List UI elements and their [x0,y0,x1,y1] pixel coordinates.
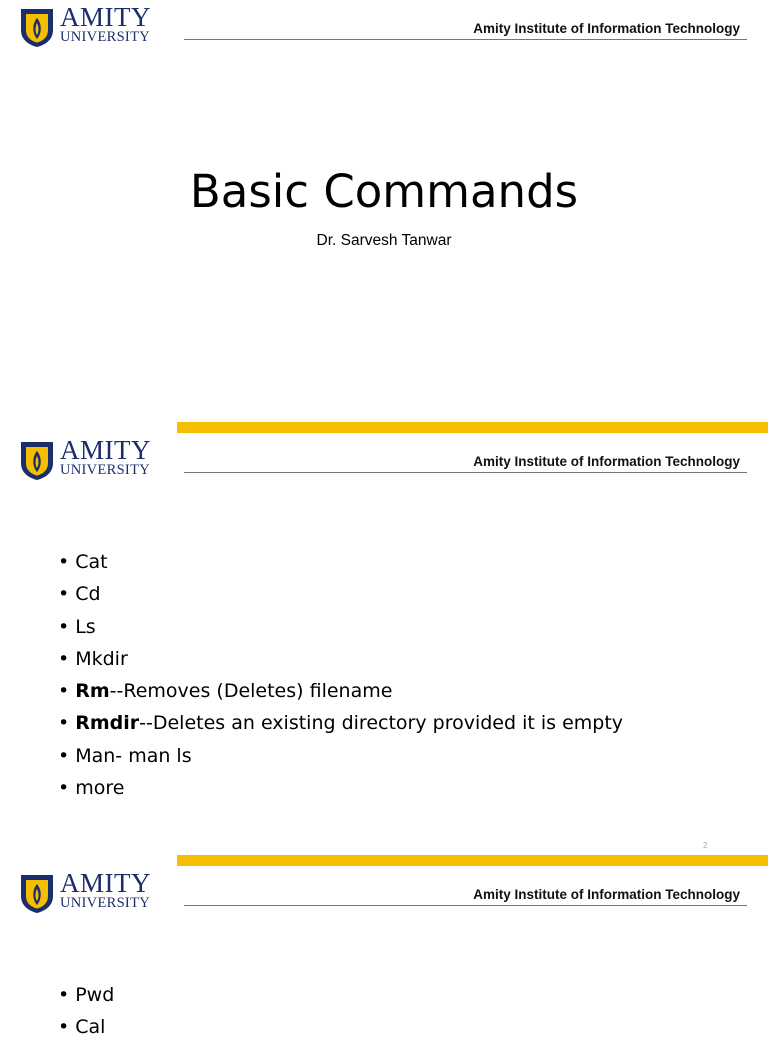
amity-seal-icon [18,439,56,481]
list-item [58,709,623,741]
command-text: Mkdir [75,647,128,670]
slide-number: 2 [703,841,708,850]
header-divider [184,905,747,906]
command-name: Rm [75,680,110,703]
list-item [58,580,623,612]
footer-accent-bar [177,422,768,433]
logo-wordmark [60,870,151,911]
slide-1 [0,0,768,433]
slide-3 [0,866,768,1039]
amity-seal-icon [18,872,56,914]
command-name: Rmdir [75,712,140,735]
command-text: Cal [75,1016,106,1039]
list-item [58,742,623,774]
list-item [58,774,623,806]
logo-name: AMITY [60,2,151,32]
command-list [58,548,623,806]
command-text: more [75,777,125,800]
command-text: Pwd [75,984,115,1006]
amity-logo [18,437,158,483]
list-item [58,613,623,645]
amity-seal-icon [18,6,56,48]
list-item [58,981,114,1013]
command-text: Ls [75,615,96,638]
list-item [58,677,623,709]
list-item [58,1013,114,1045]
header-title: Amity Institute of Information Technology [473,454,740,469]
header-title: Amity Institute of Information Technology [473,887,740,902]
header-divider [184,472,747,473]
command-text: --Deletes an existing directory provided it is empty [139,712,624,735]
command-text: Man- man ls [75,744,192,767]
command-text: Cat [75,551,108,573]
list-item [58,548,623,580]
slide-author: Dr. Sarvesh Tanwar [316,232,452,249]
header-title: Amity Institute of Information Technology [473,21,740,36]
command-text: --Removes (Deletes) filename [109,680,393,703]
header-divider [184,39,747,40]
logo-name: AMITY [60,435,151,465]
slide-title: Basic Commands [189,165,579,218]
logo-wordmark [60,4,151,45]
command-text: Cd [75,583,101,606]
logo-sub: UNIVERSITY [60,462,150,478]
logo-wordmark [60,437,151,478]
list-item [58,645,623,677]
slide-2 [0,433,768,866]
logo-name: AMITY [60,868,151,898]
amity-logo [18,4,158,50]
logo-sub: UNIVERSITY [60,29,150,45]
footer-accent-bar [177,855,768,866]
command-list [58,981,114,1046]
logo-sub: UNIVERSITY [60,895,150,911]
amity-logo [18,870,158,916]
